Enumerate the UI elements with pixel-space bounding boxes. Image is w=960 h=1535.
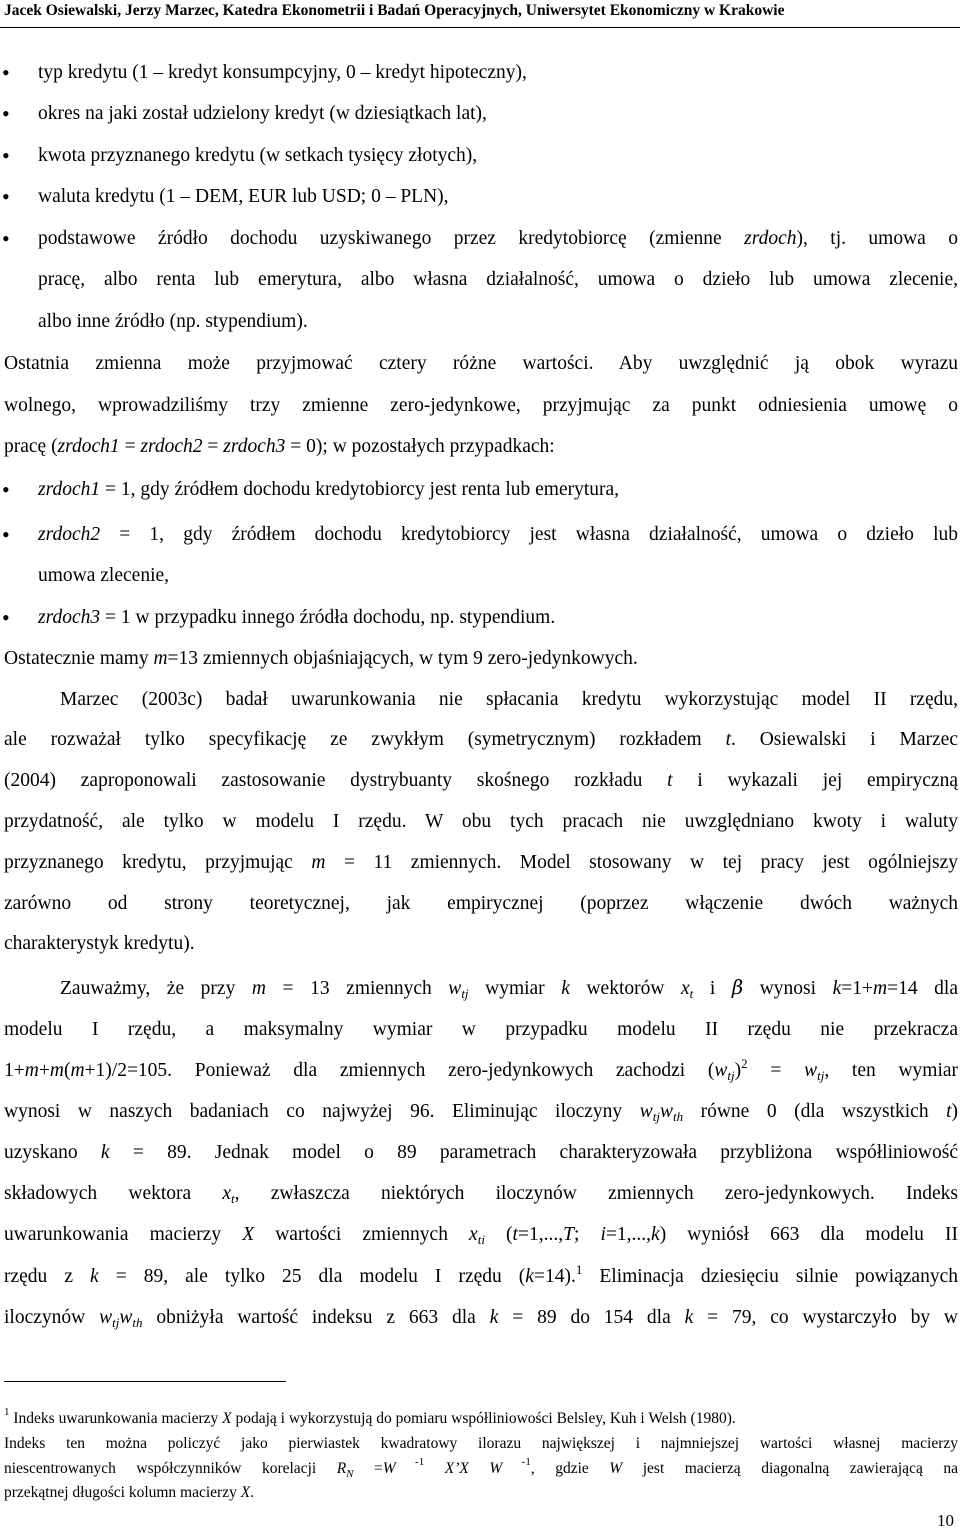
paragraph-line: składowych wektora $x_t$, zwłaszcza niektórych iloczynów zmiennych zero-jedynkowych. Indeks	[4, 1183, 959, 1206]
bullet-dot: •	[2, 522, 10, 547]
paragraph-line: charakterystyk kredytu).	[4, 933, 195, 954]
list-item-continuation: albo inne źródło (np. stypendium).	[38, 311, 308, 332]
paragraph-line: Ostatecznie mamy m=13 zmiennych objaśniających, w tym 9 zero-jedynkowych.	[4, 648, 638, 669]
paragraph-line: rzędu z k = 89, ale tylko 25 dla modelu I rzędu (k=14).$^1$ Eliminacja dziesięciu silnie powiązanych	[4, 1262, 958, 1287]
paragraph-line: przydatność, ale tylko w modelu I rzędu. W obu tych pracach nie uwzględniano kwoty i waluty	[4, 811, 958, 832]
bullet-dot: •	[2, 60, 10, 85]
list-item: okres na jaki został udzielony kredyt (w dziesiątkach lat),	[38, 103, 487, 124]
list-item-continuation: pracę, albo renta lub emerytura, albo własna działalność, umowa o dzieło lub umowa zlecenie,	[38, 269, 958, 290]
paragraph-line: ale rozważał tylko specyfikację ze zwykłym (symetrycznym) rozkładem t. Osiewalski i Marzec	[4, 729, 958, 750]
paragraph-line: modelu I rzędu, a maksymalny wymiar w przypadku modelu II rzędu nie przekracza	[4, 1019, 958, 1040]
paragraph-line: (2004) zaproponowali zastosowanie dystrybuanty skośnego rozkładu t i wykazali jej empiryczną	[4, 770, 958, 791]
footnote-line: przekątnej długości kolumn macierzy X.	[4, 1484, 255, 1501]
bullet-dot: •	[2, 226, 10, 251]
list-item: zrdoch1 = 1, gdy źródłem dochodu kredytobiorcy jest renta lub emerytura,	[38, 479, 620, 500]
list-item: zrdoch2 = 1, gdy źródłem dochodu kredytobiorcy jest własna działalność, umowa o dzieło lub	[38, 524, 958, 545]
header-rule	[0, 27, 960, 28]
footnote-number: 1	[4, 1406, 10, 1418]
paragraph-line: 1+m+m(m+1)/2=105. Ponieważ dla zmiennych zero-jedynkowych zachodzi $(w_{tj})^2 = w_{tj}$, ten wymiar	[4, 1056, 959, 1083]
paragraph-line: iloczynów $w_{tj}w_{th}$ obniżyła wartość indeksu z 663 dla k = 89 do 154 dla k = 79, co wystarczyło by w	[4, 1307, 959, 1330]
list-item: kwota przyznanego kredytu (w setkach tysięcy złotych),	[38, 145, 478, 166]
list-item: waluta kredytu (1 – DEM, EUR lub USD; 0 – PLN),	[38, 186, 449, 207]
bullet-dot: •	[2, 477, 10, 502]
list-item-continuation: umowa zlecenie,	[38, 565, 170, 586]
list-item: podstawowe źródło dochodu uzyskiwanego przez kredytobiorcę (zmienne zrdoch), tj. umowa o	[38, 228, 959, 249]
footnote-ref[interactable]: 1	[575, 1262, 583, 1277]
bullet-dot: •	[2, 101, 10, 126]
paragraph-line: Zauważmy, że przy m = 13 zmiennych $w_{tj}$ wymiar k wektorów $x_t$ i β wynosi k=1+m=14 dla	[60, 976, 958, 1001]
paragraph-line: Ostatnia zmienna może przyjmować cztery różne wartości. Aby uwzględnić ją obok wyrazu	[4, 353, 958, 374]
footnote-line: niescentrowanych współczynników korelacji $R_N =W$ $^{-1}$ X’X W $^{-1}$, gdzie W jest macierzą diagonalną zawierającą na	[4, 1456, 958, 1480]
bullet-dot: •	[2, 143, 10, 168]
list-item: typ kredytu (1 – kredyt konsumpcyjny, 0 – kredyt hipoteczny),	[38, 62, 527, 83]
paragraph-line: pracę (zrdoch1 = zrdoch2 = zrdoch3 = 0); w pozostałych przypadkach:	[4, 436, 555, 457]
paragraph-line: wolnego, wprowadziliśmy trzy zmienne zero-jedynkowe, przyjmując za punkt odniesienia umowę o	[4, 395, 958, 416]
footnote-line: $^1$ Indeks uwarunkowania macierzy X podają i wykorzystują do pomiaru współliniowości Belsley, Kuh i Welsh (1980).	[4, 1406, 736, 1427]
bullet-dot: •	[2, 184, 10, 209]
paragraph-line: Marzec (2003c) badał uwarunkowania nie spłacania kredytu wykorzystując model II rzędu,	[60, 689, 958, 710]
page-number: 10	[937, 1511, 954, 1530]
running-header: Jacek Osiewalski, Jerzy Marzec, Katedra Ekonometrii i Badań Operacyjnych, Uniwersytet Ekonomiczny w Krakowie	[4, 2, 785, 19]
list-item: zrdoch3 = 1 w przypadku innego źródła dochodu, np. stypendium.	[38, 607, 556, 628]
bullet-dot: •	[2, 605, 10, 630]
paragraph-line: zarówno od strony teoretycznej, jak empirycznej (poprzez włączenie dwóch ważnych	[4, 893, 958, 914]
paragraph-line: przyznanego kredytu, przyjmując m = 11 zmiennych. Model stosowany w tej pracy jest ogólniejszy	[4, 852, 958, 873]
paragraph-line: uzyskano k = 89. Jednak model o 89 parametrach charakteryzowała przybliżona współliniowość	[4, 1142, 959, 1163]
footnote-line: Indeks ten można policzyć jako pierwiastek kwadratowy ilorazu największej i najmniejszej wartości własnej macierzy	[4, 1435, 958, 1452]
paragraph-line: wynosi w naszych badaniach co najwyżej 96. Eliminując iloczyny $w_{tj}w_{th}$ równe 0 (dla wszystkich t)	[4, 1101, 959, 1124]
footnote-rule	[4, 1381, 286, 1382]
paragraph-line: uwarunkowania macierzy X wartości zmiennych $x_{ti}$ (t=1,...,T; i=1,...,k) wyniósł 663 dla modelu II	[4, 1224, 958, 1247]
